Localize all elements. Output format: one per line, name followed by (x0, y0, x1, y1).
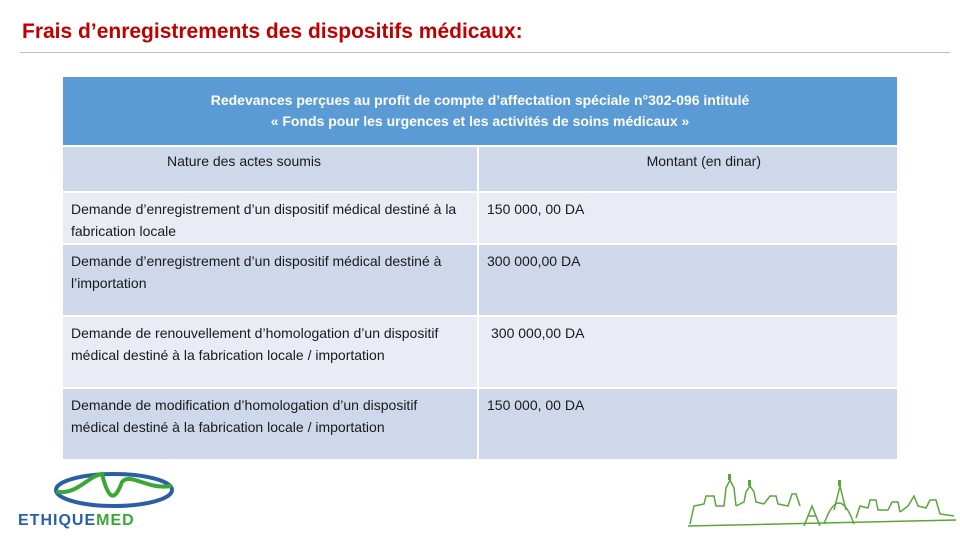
table-row (63, 245, 897, 317)
fees-table (63, 77, 897, 461)
row-montant: 300 000,00 DA (479, 245, 897, 317)
title-divider (20, 52, 950, 53)
row-montant: 300 000,00 DA (479, 317, 897, 389)
table-header-line1: Redevances perçues au profit de compte d’affectation spéciale n°302-096 intitulé (210, 92, 750, 108)
logo-wordmark-part1: ETHIQUE (18, 512, 97, 529)
column-header-row (63, 147, 897, 193)
slide-title: Frais d’enregistrements des dispositifs médicaux: (22, 20, 523, 43)
table-header (63, 77, 897, 147)
row-nature: Demande d’enregistrement d’un dispositif médical destiné à l’importation (63, 245, 479, 317)
row-montant: 150 000, 00 DA (479, 389, 897, 461)
logo-wordmark (18, 512, 135, 530)
row-montant: 150 000, 00 DA (479, 193, 897, 245)
logo-emblem-icon (18, 468, 210, 514)
column-header-montant: Montant (en dinar) (479, 147, 897, 193)
table-row (63, 389, 897, 461)
table-header-row (63, 77, 897, 147)
logo-wordmark-part2: MED (96, 512, 135, 529)
table-row (63, 317, 897, 389)
table-row (63, 193, 897, 245)
column-header-nature: Nature des actes soumis (63, 147, 479, 193)
table-header-line2: « Fonds pour les urgences et les activités de soins médicaux » (270, 113, 690, 129)
row-nature: Demande d’enregistrement d’un dispositif médical destiné à la fabrication locale (63, 193, 479, 245)
row-nature: Demande de renouvellement d’homologation d’un dispositif médical destiné à la fabrication locale / importation (63, 317, 479, 389)
city-skyline-icon (684, 466, 960, 530)
ethiquemed-logo (18, 468, 210, 530)
row-nature: Demande de modification d’homologation d’un dispositif médical destiné à la fabrication locale / importation (63, 389, 479, 461)
